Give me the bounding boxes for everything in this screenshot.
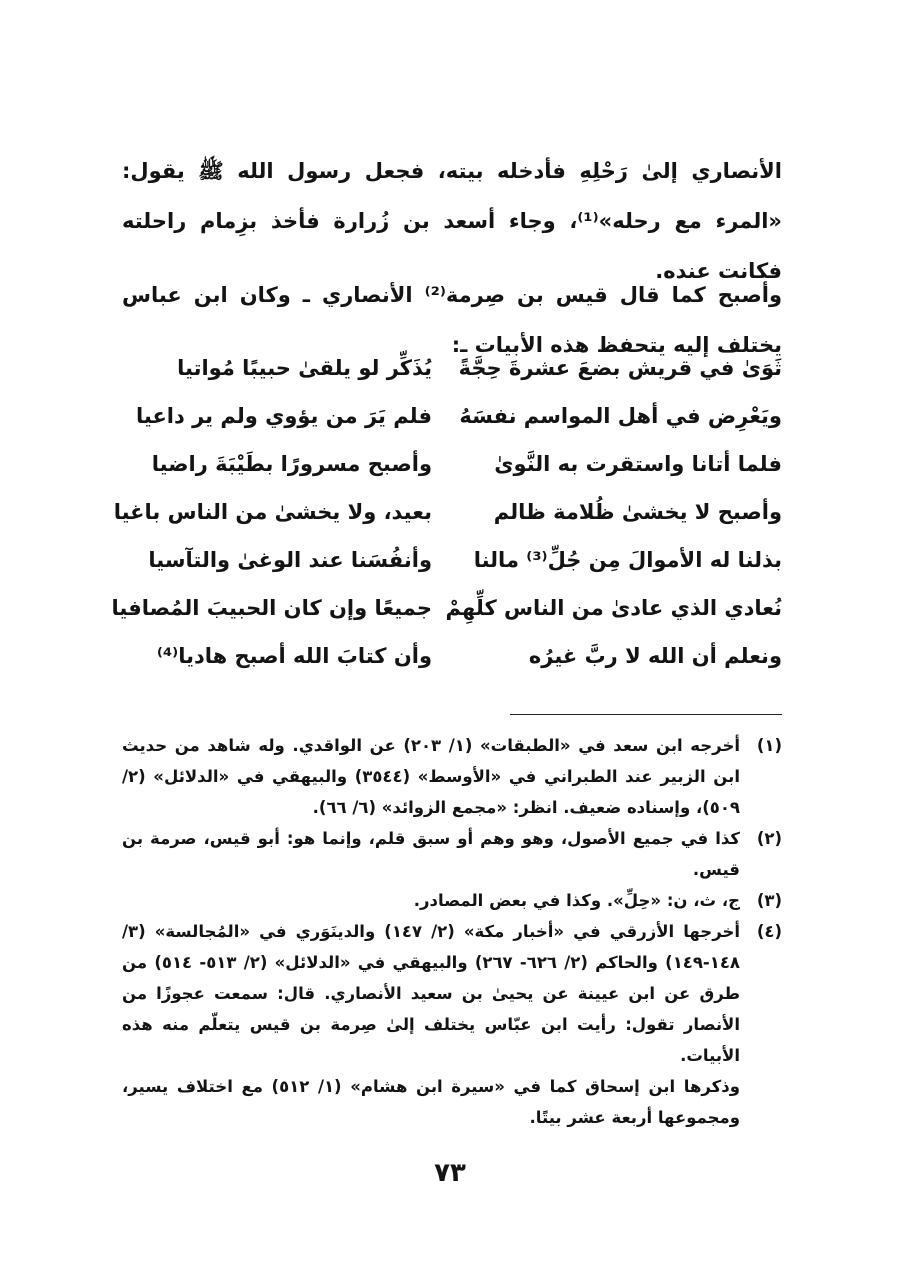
footnote-4-continuation: وذكرها ابن إسحاق كما في «سيرة ابن هشام» (١/ ٥١٢) مع اختلاف يسير، ومجموعها أربعة عشر بيتًا.: [122, 1077, 740, 1127]
footnote-number: (٣): [756, 891, 782, 910]
footnote-3: [122, 885, 782, 916]
verse-5-second-hemistich: وأنفُسَنا عند الوغىٰ والتآسيا: [148, 548, 432, 572]
footnote-number: (٢): [756, 829, 782, 848]
poem: [111, 348, 782, 688]
verse-4-first-hemistich: وأصبح لا يخشىٰ ظُلامة ظالم: [493, 500, 782, 524]
footnote-text: كذا في جميع الأصول، وهو وهم أو سبق قلم، وإنما هو: أبو قيس، صرمة بن قيس.: [122, 829, 740, 879]
verse-5-first-hemistich: بذلنا له الأموالَ مِن جُلِّ⁽³⁾ مالنا: [473, 548, 782, 572]
verse-2-first-hemistich: ويَعْرِض في أهل المواسم نفسَهُ: [459, 404, 782, 428]
verse-1-first-hemistich: ثَوَىٰ في قريش بضعَ عشرةَ حِجَّةً: [458, 356, 782, 380]
footnote-text: ج، ث، ن: «حِلِّ». وكذا في بعض المصادر.: [413, 891, 740, 910]
footnote-number: (١): [756, 736, 782, 755]
footnote-separator: [510, 714, 782, 715]
body-paragraph-1: الأنصاري إلىٰ رَحْلِهِ فأدخله بيته، فجعل رسول الله ﷺ يقول: «المرء مع رحله»⁽¹⁾، وجاء أسعد بن زُرارة فأخذ بزِمام راحلته فكانت عنده.: [122, 159, 782, 283]
footnote-2: [122, 823, 782, 885]
verse-3-first-hemistich: فلما أتانا واستقرت به النَّوىٰ: [494, 452, 782, 476]
page-number: ٧٣: [434, 1158, 466, 1188]
footnote-4: [122, 916, 782, 1071]
footnote-number: (٤): [756, 922, 782, 941]
verse-1-second-hemistich: يُذَكِّر لو يلقىٰ حبيبًا مُواتيا: [177, 356, 432, 380]
verse-2-second-hemistich: فلم يَرَ من يؤوي ولم ير داعيا: [136, 404, 432, 428]
verse-6-first-hemistich: نُعادي الذي عادىٰ من الناس كلِّهِمْ: [445, 596, 782, 620]
body-paragraph-2: وأصبح كما قال قيس بن صِرمة⁽²⁾ الأنصاري ـ وكان ابن عباس يختلف إليه يتحفظ هذه الأبيات ـ:: [122, 283, 782, 357]
verse-7-second-hemistich: وأن كتابَ الله أصبح هاديا⁽⁴⁾: [156, 644, 432, 668]
footnote-text: أخرجه ابن سعد في «الطبقات» (١/ ٢٠٣) عن الواقدي. وله شاهد من حديث ابن الزبير عند الطبراني في «الأوسط» (٣٥٤٤) والبيهقي في «الدلائل» (٢/ ٥٠٩)، وإسناده ضعيف. انظر: «مجمع الزوائد» (٦/ ٦٦).: [122, 736, 740, 817]
verse-3-second-hemistich: وأصبح مسرورًا بطَيْبَةَ راضيا: [151, 452, 432, 476]
verse-4-second-hemistich: بعيد، ولا يخشىٰ من الناس باغيا: [113, 500, 432, 524]
footnote-text: أخرجها الأزرقي في «أخبار مكة» (٢/ ١٤٧) والدينَوَري في «المُجالسة» (٣/ ١٤٨-١٤٩) والحاكم (٢/ ٦٢٦- ٢٦٧) والبيهقي في «الدلائل» (٢/ ٥١٣- ٥١٤) من طرق عن ابن عيينة عن يحيىٰ بن سعيد الأنصاري. قال: سمعت عجوزًا من الأنصار تقول: رأيت ابن عبّاس يختلف إلىٰ صِرمة بن قيس يتعلّم منه هذه الأبيات.: [122, 922, 740, 1065]
footnotes: [122, 730, 782, 1133]
footnote-1: [122, 730, 782, 823]
verse-7-first-hemistich: ونعلم أن الله لا ربَّ غيرُه: [528, 644, 782, 668]
verse-6-second-hemistich: جميعًا وإن كان الحبيبَ المُصافيا: [111, 596, 432, 620]
